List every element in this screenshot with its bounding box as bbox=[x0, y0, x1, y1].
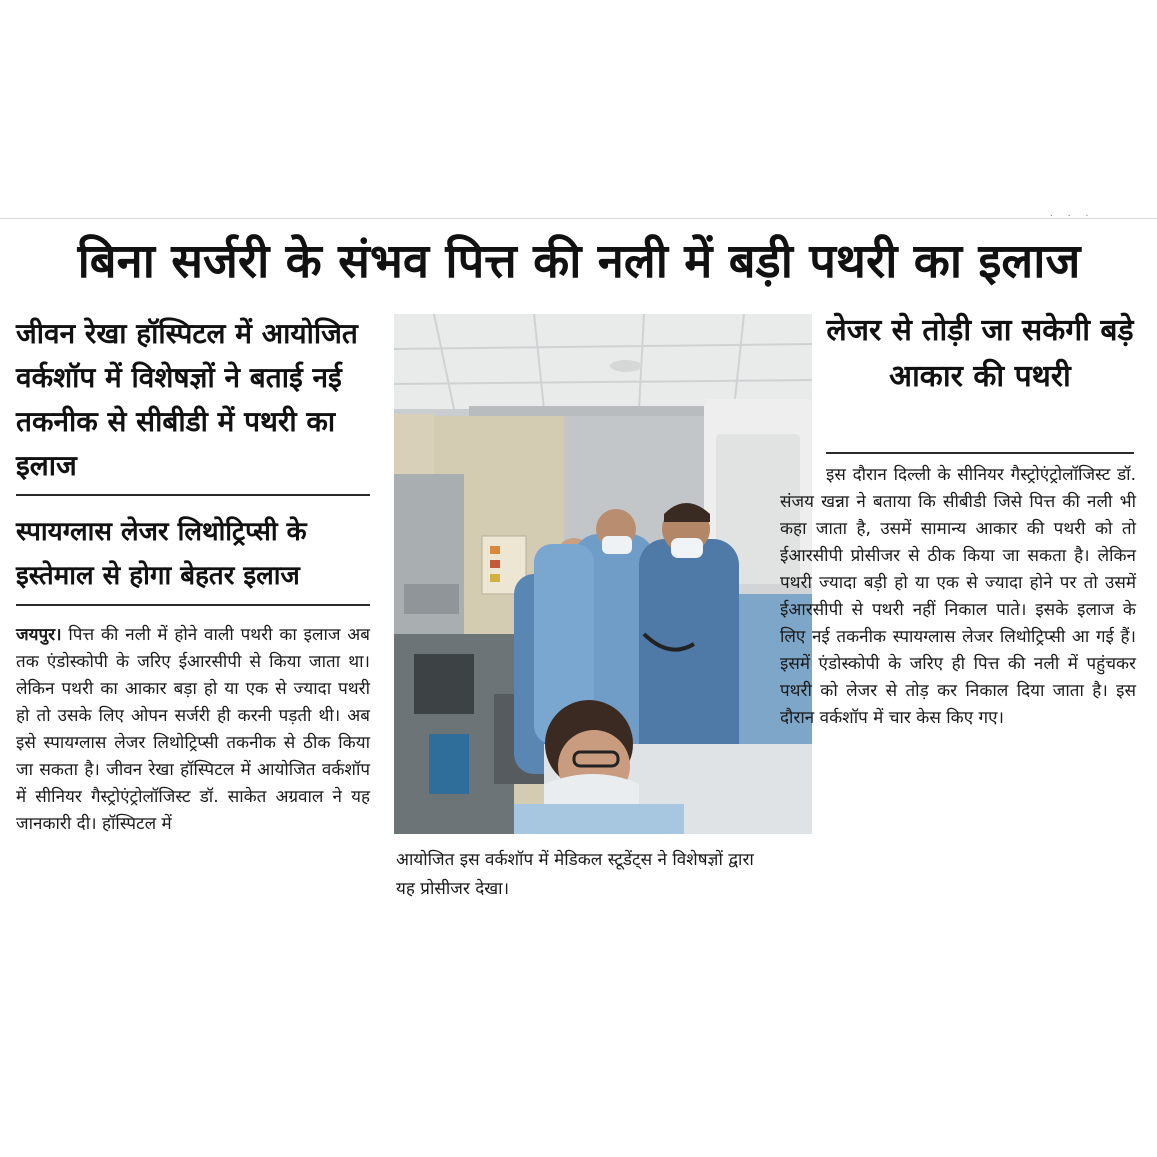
left-divider-1 bbox=[16, 494, 370, 496]
page-top-rule bbox=[0, 218, 1157, 219]
left-column-body bbox=[16, 622, 370, 838]
photo-caption: आयोजित इस वर्कशॉप में मेडिकल स्टूडेंट्स ने विशेषज्ञों द्वारा यह प्रोसीजर देखा। bbox=[396, 850, 754, 899]
right-divider bbox=[826, 452, 1134, 454]
right-subheading-laser-stone: लेजर से तोड़ी जा सकेगी बड़े आकार की पथरी bbox=[826, 313, 1134, 394]
workshop-photo bbox=[394, 314, 812, 834]
right-column-body: इस दौरान दिल्ली के सीनियर गैस्ट्रोएंट्रोलॉजिस्ट डॉ. संजय खन्ना ने बताया कि सीबीडी जिसे पित्त की नली भी कहा जाता है, उसमें सामान्य आकार की पथरी को तो ईआरसीपी प्रोसीजर से ठीक किया जा सकता है। लेकिन पथरी ज्यादा बड़ी हो या एक से ज्यादा होने पर तो उसमें ईआरसीपी से पथरी नहीं निकाल पाते। इसके इलाज के लिए नई तकनीक स्पायग्लास लेजर लिथोट्रिप्सी आ गई हैं। इसमें एंडोस्कोपी के जरिए ही पित्त की नली में पहुंचकर पथरी को लेजर से तोड़ कर निकाल दिया जाता है। इस दौरान वर्कशॉप में चार केस किए गए। bbox=[780, 465, 1136, 728]
article-headline: बिना सर्जरी के संभव पित्त की नली में बड़ी पथरी का इलाज bbox=[77, 234, 1081, 289]
dateline: जयपुर। bbox=[16, 625, 62, 645]
left-divider-2 bbox=[16, 604, 370, 606]
left-subheading-workshop: जीवन रेखा हॉस्पिटल में आयोजित वर्कशॉप में विशेषज्ञों ने बताई नई तकनीक से सीबीडी में पथरी का इलाज bbox=[16, 317, 358, 482]
left-subheading-laser: स्पायग्लास लेजर लिथोट्रिप्सी के इस्तेमाल से होगा बेहतर इलाज bbox=[16, 517, 307, 591]
page-corner-marks: . . . bbox=[1050, 209, 1095, 219]
left-column-text: पित्त की नली में होने वाली पथरी का इलाज अब तक एंडोस्कोपी के जरिए ईआरसीपी से किया जाता था। लेकिन पथरी का आकार बड़ा हो या एक से ज्यादा पथरी हो तो उसके लिए ओपन सर्जरी ही करनी पड़ती थी। अब इसे स्पायग्लास लेजर लिथोट्रिप्सी तकनीक से ठीक किया जा सकता है। जीवन रेखा हॉस्पिटल में आयोजित वर्कशॉप में सीनियर गैस्ट्रोएंट्रोलॉजिस्ट डॉ. साकेत अग्रवाल ने यह जानकारी दी। हॉस्पिटल में bbox=[16, 625, 370, 834]
photo-icon bbox=[394, 314, 812, 834]
